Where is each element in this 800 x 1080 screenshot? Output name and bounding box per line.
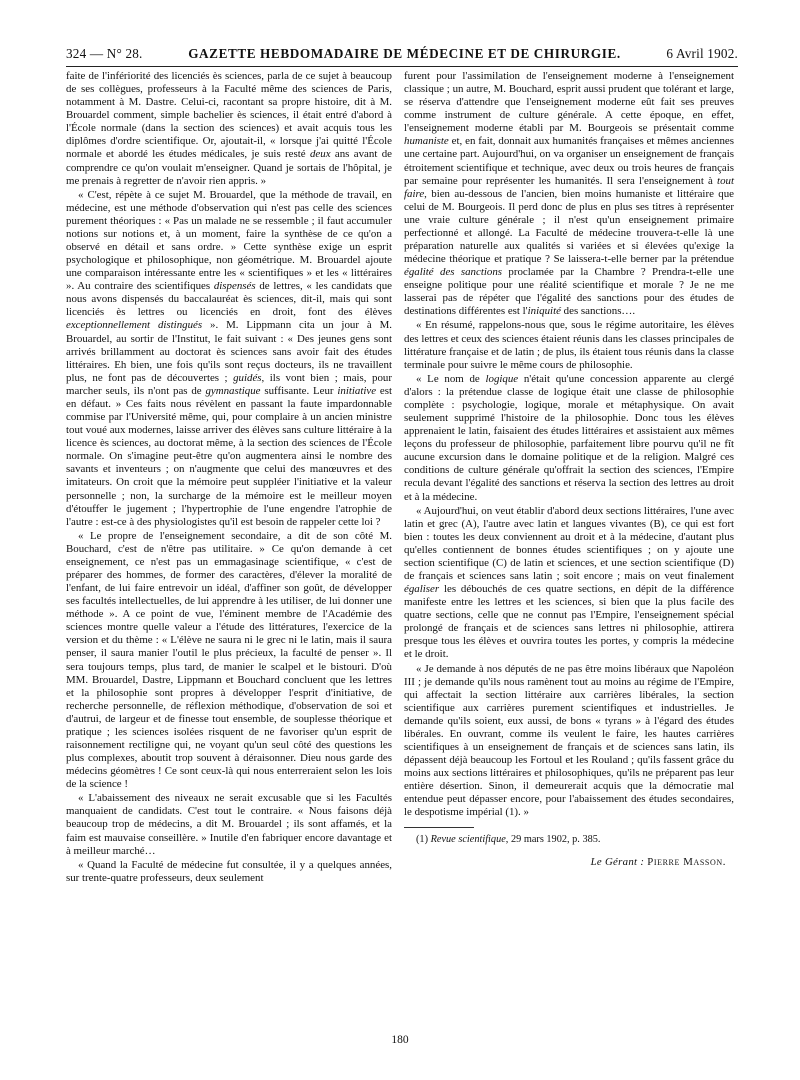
publisher-signature: Le Gérant : Pierre Masson. [590,856,726,869]
left-column [66,70,392,885]
paragraph: « Je demande à nos députés de ne pas être moins libéraux que Napoléon III ; je demande qu'ils nous ramènent tout au moins au régime de l'Empire, qui affectait la section littéraire aux carrières libérales, la section scientifique aux carrières purement scientifiques et industrielles. Je demande qu'ils soient, eux aussi, de bons « tyrans » à l'égard des études libérales. En ouvrant, comme ils veulent le faire, les hautes carrières scientifiques à un enseignement de français et de sciences sans latin, ils dépassent déjà beaucoup les Fortoul et les Rouland ; qu'ils fassent grâce du moins aux sections littéraires et philosophiques, qu'ils ne préparent pas leur entière désertion. Sinon, il demeurerait acquis que la démocratie mal entendue peut dépasser encore, pour l'abaissement des études secondaires, le despotisme impérial (1). » [404,662,734,819]
paragraph: « Le propre de l'enseignement secondaire, a dit de son côté M. Bouchard, c'est de n'être pas utilitaire. » Ce qu'on demande à cet enseignement, ce n'est pas un emmagasinage scientifique, « c'est de préparer des hommes, de former des caractères, d'élever la moralité de l'enfant, de lui faire entrevoir un idéal, d'affiner son goût, de développer ses facultés intellectuelles, de lui apprendre à les utiliser, de lui donner une méthode ». A ce point de vue, l'éminent membre de l'Académie des sciences montre quelle valeur a l'étude des littératures, l'exercice de la version et du thème : « L'élève ne saura ni le grec ni le latin, mais il saura penser, il saura manier l'outil le plus précieux, la faculté de penser ». Il sera toujours temps, plus tard, de manier le scalpel et le bistouri. D'où MM. Brouardel, Dastre, Lippmann et Bouchard concluent que les lettres et la philosophie sont propres à développer l'esprit d'initiative, de recherche personnelle, de réflexion méthodique, d'observation de soi et d'autrui, de largeur et de finesse tout ensemble, de souplesse théorique et pratique ; les sciences isolées risquent de ne favoriser qu'un esprit de raisonnement rectiligne qui, ne voyant qu'un seul côté des questions les plus complexes, aboutit trop souvent à déraisonner. Dieu nous garde des médecins géomètres ! Ce sont ceux-là qui nous enterreraient selon les lois de la science ! [66,529,392,791]
header-rule [66,66,738,67]
paragraph: furent pour l'assimilation de l'enseignement moderne à l'enseignement classique ; un autre, M. Bouchard, esprit aussi prudent que tolérant et large, se réserva d'attendre que l'enseignement moderne eût fait ses preuves comme instrument de culture générale. A cette époque, en effet, l'enseignement moderne établi par M. Bourgeois se présentait comme humaniste et, en fait, donnait aux humanités françaises et mêmes anciennes une certaine part. Aujourd'hui, on va organiser un enseignement de français étroitement scientifique et technique, avec deux ou trois heures de français par semaine pour représenter les humanités. Il sera l'enseignement à tout faire, bien au-dessous de l'ancien, bien moins humaniste et littéraire que celui de M. Bourgeois. Il perd donc de plus en plus ses titres à représenter une vraie culture générale ; il n'est qu'un enseignement primaire perfectionné et allongé. La Faculté de médecine trouvera-t-elle là une préparation naturelle aux qualités si variées et si élevées qu'exige la médecine théorique et pratique ? Se laissera-t-elle berner par la prétendue égalité des sanctions proclamée par la Chambre ? Prendra-t-elle une enseigne politique pour une réalité scientifique et morale ? Je ne me lasserai pas de répéter que l'égalité des sanctions pour des études de destinations différentes est l'iniquité des sanctions…. [404,70,734,318]
footnote-rule [404,827,474,828]
paragraph: « Aujourd'hui, on veut établir d'abord deux sections littéraires, l'une avec latin et grec (A), l'autre avec latin et langues vivantes (B), ce qui est fort bien : toutes les deux conviennent au droit et à la médecine, d'autant plus qu'elles contiennent de bonnes études scientifiques ; on y ajoute une section scientifique (C) de latin et sciences, et une section scientifique (D) de français et sciences sans latin ; soit encore ; mais on veut finalement égaliser les débouchés de ces quatre sections, en dépit de la différence manifeste entre les lettres et les sciences, si bien que la plus facile des quatre sections, celle que ne connut pas l'Empire, l'enseignement spécial prolongé de français et de sciences sans lettres ni philosophie, attirera presque tous les élèves et ouvrira toutes les portes, y compris la médecine et le droit. [404,504,734,661]
paragraph: « En résumé, rappelons-nous que, sous le régime autoritaire, les élèves des lettres et ceux des sciences étaient réunis dans les classes principales de littérature française et de latin ; de plus, ils étaient tous réunis dans la classe terminale pour suivre le même cours de philosophie. [404,319,734,371]
issue-date: 6 Avril 1902. [666,46,738,61]
running-head [66,40,738,62]
paragraph: faite de l'infériorité des licenciés ès sciences, parla de ce sujet à beaucoup de ses collègues, professeurs à la Faculté même des sciences de Paris, notamment à M. Dastre. Celui-ci, racontant sa propre histoire, dit à M. Brouardel comment, simple bachelier ès sciences, il était entré d'abord à l'École normale (dans la section des sciences) et avait acquis tous les diplômes d'ordre scientifique. Or, ajoutait-il, « lorsque j'ai quitté l'École normale et abordé les études médicales, je suis resté deux ans avant de comprendre ce qu'on voulait m'enseigner. Quand je sortais de l'hôpital, je me prenais à regretter de n'avoir rien appris. » [66,70,392,187]
page-number: 324 [66,46,87,61]
issue-number: — N° 28. [89,46,143,61]
folio-number: 180 [391,1034,409,1046]
right-column [404,70,734,870]
paragraph: « Le nom de logique n'était qu'une concession apparente au clergé d'alors : la prétendue classe de logique était une classe de philosophie complète : psychologie, logique, morale et métaphysique. On avait seulement supprimé l'histoire de la philosophie. Donc tous les élèves apprenaient le latin, faisaient des études littéraires et assistaient aux mêmes leçons du professeur de philosophie, parfaitement libre pourvu qu'il ne fît aucune excursion dans le domaine politique et de la religion. Malgré ces conditions de culture générale qu'offrait la section des sciences, l'Empire recula devant l'égalité des sanctions et réserva la section des lettres au droit et à la médecine. [404,372,734,503]
page-number-and-issue [66,46,143,62]
footnote: (1) Revue scientifique, 29 mars 1902, p. 385. [416,834,601,846]
paragraph: « L'abaissement des niveaux ne serait excusable que si les Facultés manquaient de candidats. C'est tout le contraire. « Nous faisons déjà beaucoup trop de médecins, a dit M. Brouardel ; ils sont affamés, et la faim est mauvaise conseillère. » Inutile d'en fabriquer encore davantage et à meilleur marché… [66,792,392,857]
paragraph: « Quand la Faculté de médecine fut consultée, il y a quelques années, sur trente-quatre professeurs, deux seulement [66,858,392,884]
journal-title: GAZETTE HEBDOMADAIRE DE MÉDECINE ET DE CHIRURGIE. [188,46,621,61]
paragraph: « C'est, répète à ce sujet M. Brouardel, que la méthode de travail, en médecine, est une méthode d'observation qui n'est pas celle des sciences purement théoriques : « Pas un malade ne se ressemble ; il faut accumuler notions sur notions et, à un moment, faire la synthèse de ce qu'on a observé en détail et sans ordre. » Cette synthèse exige un esprit psychologique et philosophique, non géométrique. M. Brouardel ajoute une comparaison intéressante entre les « scientifiques » et les « littéraires ». Au contraire des scientifiques dispensés de lettres, « les candidats que nous avons dispensés du baccalauréat ès sciences, dit-il, mais qui sont licenciés ès lettres ou licenciés en droit, font des élèves exceptionnellement distingués ». M. Lippmann cita un jour à M. Brouardel, au sortir de l'Institut, le fait suivant : « Des jeunes gens sont arrivés brillamment au doctorat ès sciences sans avoir fait des études littéraires. Eh bien, une fois qu'ils sont reçus docteurs, ils ne travaillent plus, ne font pas de découvertes ; guidés, ils vont bien ; mais, pour marcher seuls, ils n'ont pas de gymnastique suffisante. Leur initiative est en défaut. » Ces faits nous révèlent en passant la faute impardonnable commise par l'Université même, qui, pour complaire à un ancien ministre tout voué aux modernes, laisse arriver des élèves sans culture littéraire à la licence ès sciences, au doctorat même, à la section des sciences de l'École normale. On s'imagine peut-être qu'on augmentera ainsi le nombre des savants et inventeurs ; on n'augmente que celui des manœuvres et des imitateurs. On croit que la mémoire peut suppléer l'initiative et la valeur personnelle ; non, la surcharge de la mémoire est le meilleur moyen d'étouffer le jugement ; l'hypertrophie de l'une engendre l'atrophie de l'autre : est-ce à des physiologistes qu'il est besoin de rappeler cette loi ? [66,188,393,528]
